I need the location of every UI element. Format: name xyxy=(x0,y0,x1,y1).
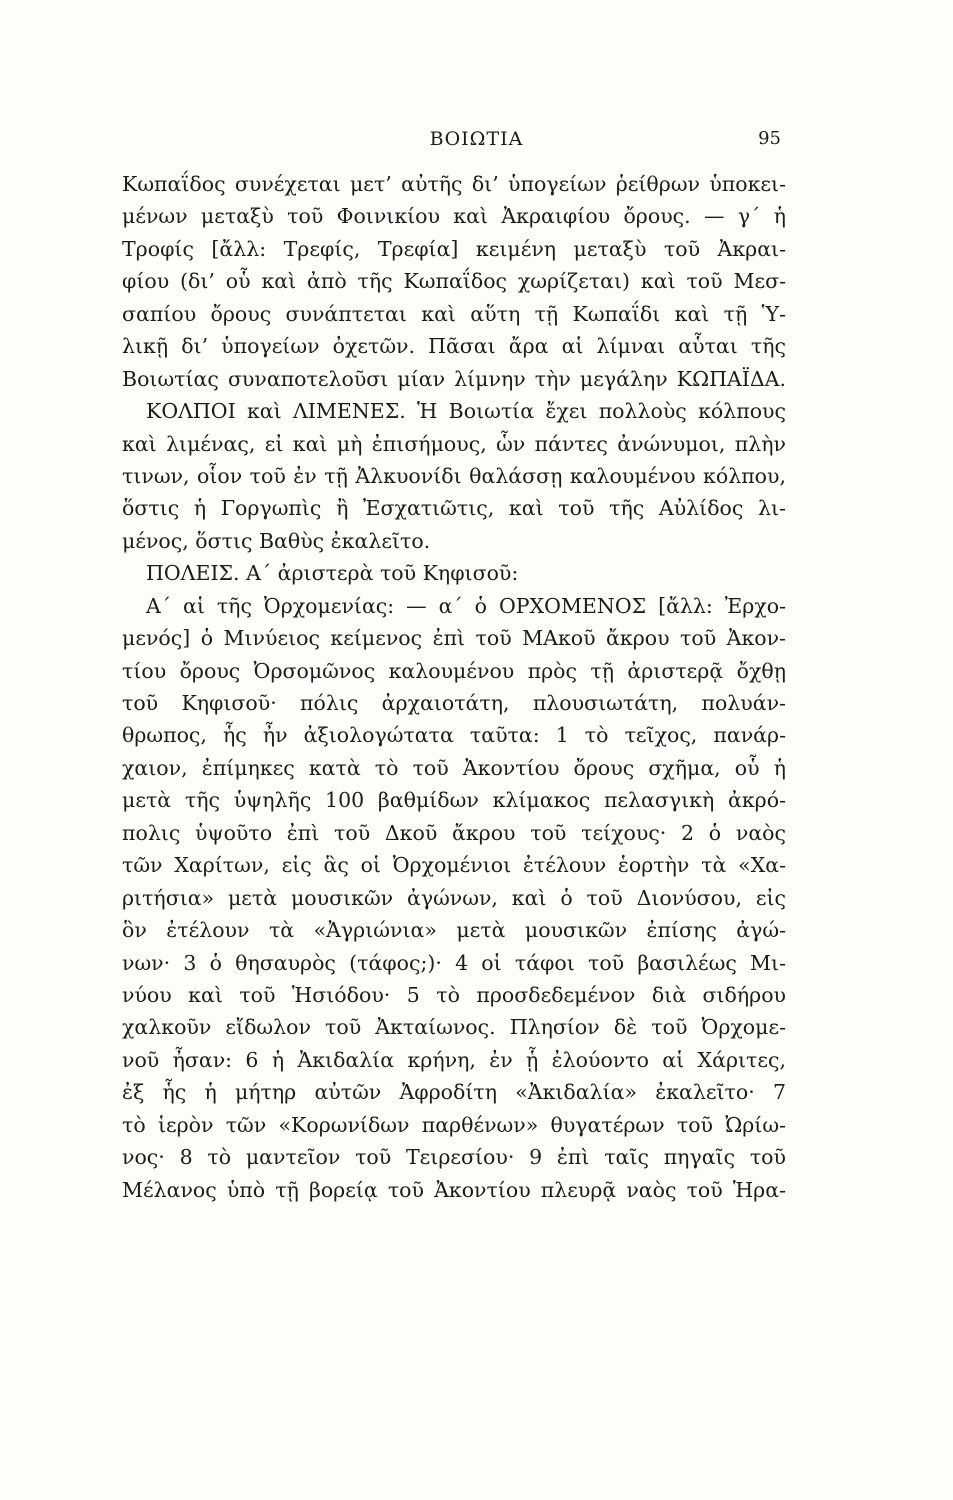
text-line: λικῇ δι’ ὑπογείων ὀχετῶν. Πᾶσαι ἄρα αἱ λίμναι αὗται τῆς xyxy=(122,334,786,359)
text-line: μετὰ τῆς ὑψηλῆς 100 βαθμίδων κλίμακος πελασγικὴ ἀκρό- xyxy=(122,788,786,813)
text-line: Α΄ αἱ τῆς Ὀρχομενίας: — α΄ ὁ ΟΡΧΟΜΕΝΟΣ [ἄλλ: Ἐρχο- xyxy=(146,593,786,618)
text-line: ΠΟΛΕΙΣ. Α΄ ἀριστερὰ τοῦ Κηφισοῦ: xyxy=(146,561,519,586)
text-line: τῶν Χαρίτων, εἰς ἃς οἱ Ὀρχομένιοι ἐτέλουν ἑορτὴν τὰ «Χα- xyxy=(122,853,786,878)
text-line: θρωπος, ἧς ἦν ἀξιολογώτατα ταῦτα: 1 τὸ τεῖχος, πανάρ- xyxy=(122,723,786,748)
text-line: πολις ὑψοῦτο ἐπὶ τοῦ Δκοῦ ἄκρου τοῦ τείχους· 2 ὁ ναὸς xyxy=(122,820,786,845)
text-line: τινων, οἷον τοῦ ἐν τῇ Ἀλκυονίδι θαλάσσῃ καλουμένου κόλπου, xyxy=(122,463,786,488)
text-line: χαιον, ἐπίμηκες κατὰ τὸ τοῦ Ἀκοντίου ὄρους σχῆμα, οὗ ἡ xyxy=(122,755,786,780)
text-line: ὅστις ἡ Γοργωπὶς ἢ Ἐσχατιῶτις, καὶ τοῦ τῆς Αὐλίδος λι- xyxy=(122,496,786,521)
text-line: ἐξ ἧς ἡ μήτηρ αὐτῶν Ἀφροδίτη «Ἀκιδαλία» ἐκαλεῖτο· 7 xyxy=(122,1080,786,1105)
text-line: τοῦ Κηφισοῦ· πόλις ἀρχαιοτάτη, πλουσιωτάτη, πολυάν- xyxy=(122,691,786,715)
text-line: νύου καὶ τοῦ Ἡσιόδου· 5 τὸ προσδεδεμένον διὰ σιδήρου xyxy=(122,982,786,1007)
text-line: νοῦ ἦσαν: 6 ἡ Ἀκιδαλία κρήνη, ἐν ᾗ ἐλούοντο αἱ Χάριτες, xyxy=(122,1047,786,1072)
page-header xyxy=(0,128,953,158)
text-line: Βοιωτίας συναποτελοῦσι μίαν λίμνην τὴν μεγάλην ΚΩΠΑΪΔΑ. xyxy=(122,366,786,391)
text-line: χαλκοῦν εἴδωλον τοῦ Ἀκταίωνος. Πλησίον δὲ τοῦ Ὀρχομε- xyxy=(122,1015,786,1040)
text-line: Τροφίς [ἄλλ: Τρεφίς, Τρεφία] κειμένη μεταξὺ τοῦ Ἀκραι- xyxy=(122,236,786,261)
text-line: νος· 8 τὸ μαντεῖον τοῦ Τειρεσίου· 9 ἐπὶ ταῖς πηγαῖς τοῦ xyxy=(122,1145,786,1170)
text-line: καὶ λιμένας, εἰ καὶ μὴ ἐπισήμους, ὧν πάντες ἀνώνυμοι, πλὴν xyxy=(122,431,786,456)
text-line: μένος, ὅστις Βαθὺς ἐκαλεῖτο. xyxy=(122,528,431,553)
text-line: μενός] ὁ Μινύειος κείμενος ἐπὶ τοῦ ΜΑκοῦ ἄκρου τοῦ Ἀκον- xyxy=(122,626,786,651)
text-line: σαπίου ὄρους συνάπτεται καὶ αὕτη τῇ Κωπαΐδι καὶ τῇ Ὑ- xyxy=(122,301,786,326)
text-line: ΚΟΛΠΟΙ καὶ ΛΙΜΕΝΕΣ. Ἡ Βοιωτία ἔχει πολλοὺς κόλπους xyxy=(146,399,786,424)
text-line: τίου ὄρους Ὀρσομῶνος καλουμένου πρὸς τῇ ἀριστερᾷ ὄχθῃ xyxy=(122,658,786,683)
text-line: τὸ ἱερὸν τῶν «Κορωνίδων παρθένων» θυγατέρων τοῦ Ὠρίω- xyxy=(122,1112,786,1137)
text-line: ὃν ἐτέλουν τὰ «Ἀγριώνια» μετὰ μουσικῶν ἐπίσης ἀγώ- xyxy=(122,918,786,943)
text-line: Κωπαΐδος συνέχεται μετ’ αὐτῆς δι’ ὑπογείων ῥείθρων ὑποκει- xyxy=(122,172,786,196)
body-text xyxy=(122,168,786,1206)
running-head: ΒΟΙΩΤΙΑ xyxy=(429,128,524,150)
page-number: 95 xyxy=(758,128,781,149)
text-line: νων· 3 ὁ θησαυρὸς (τάφος;)· 4 οἱ τάφοι τοῦ βασιλέως Μι- xyxy=(122,950,786,975)
text-line: φίου (δι’ οὗ καὶ ἀπὸ τῆς Κωπαΐδος χωρίζεται) καὶ τοῦ Μεσ- xyxy=(122,269,786,294)
text-line: μένων μεταξὺ τοῦ Φοινικίου καὶ Ἀκραιφίου ὄρους. — γ΄ ἡ xyxy=(122,204,786,229)
text-line: ριτήσια» μετὰ μουσικῶν ἀγώνων, καὶ ὁ τοῦ Διονύσου, εἰς xyxy=(122,885,786,910)
text-line: Μέλανος ὑπὸ τῇ βορείᾳ τοῦ Ἀκοντίου πλευρᾷ ναὸς τοῦ Ἡρα- xyxy=(122,1177,786,1202)
